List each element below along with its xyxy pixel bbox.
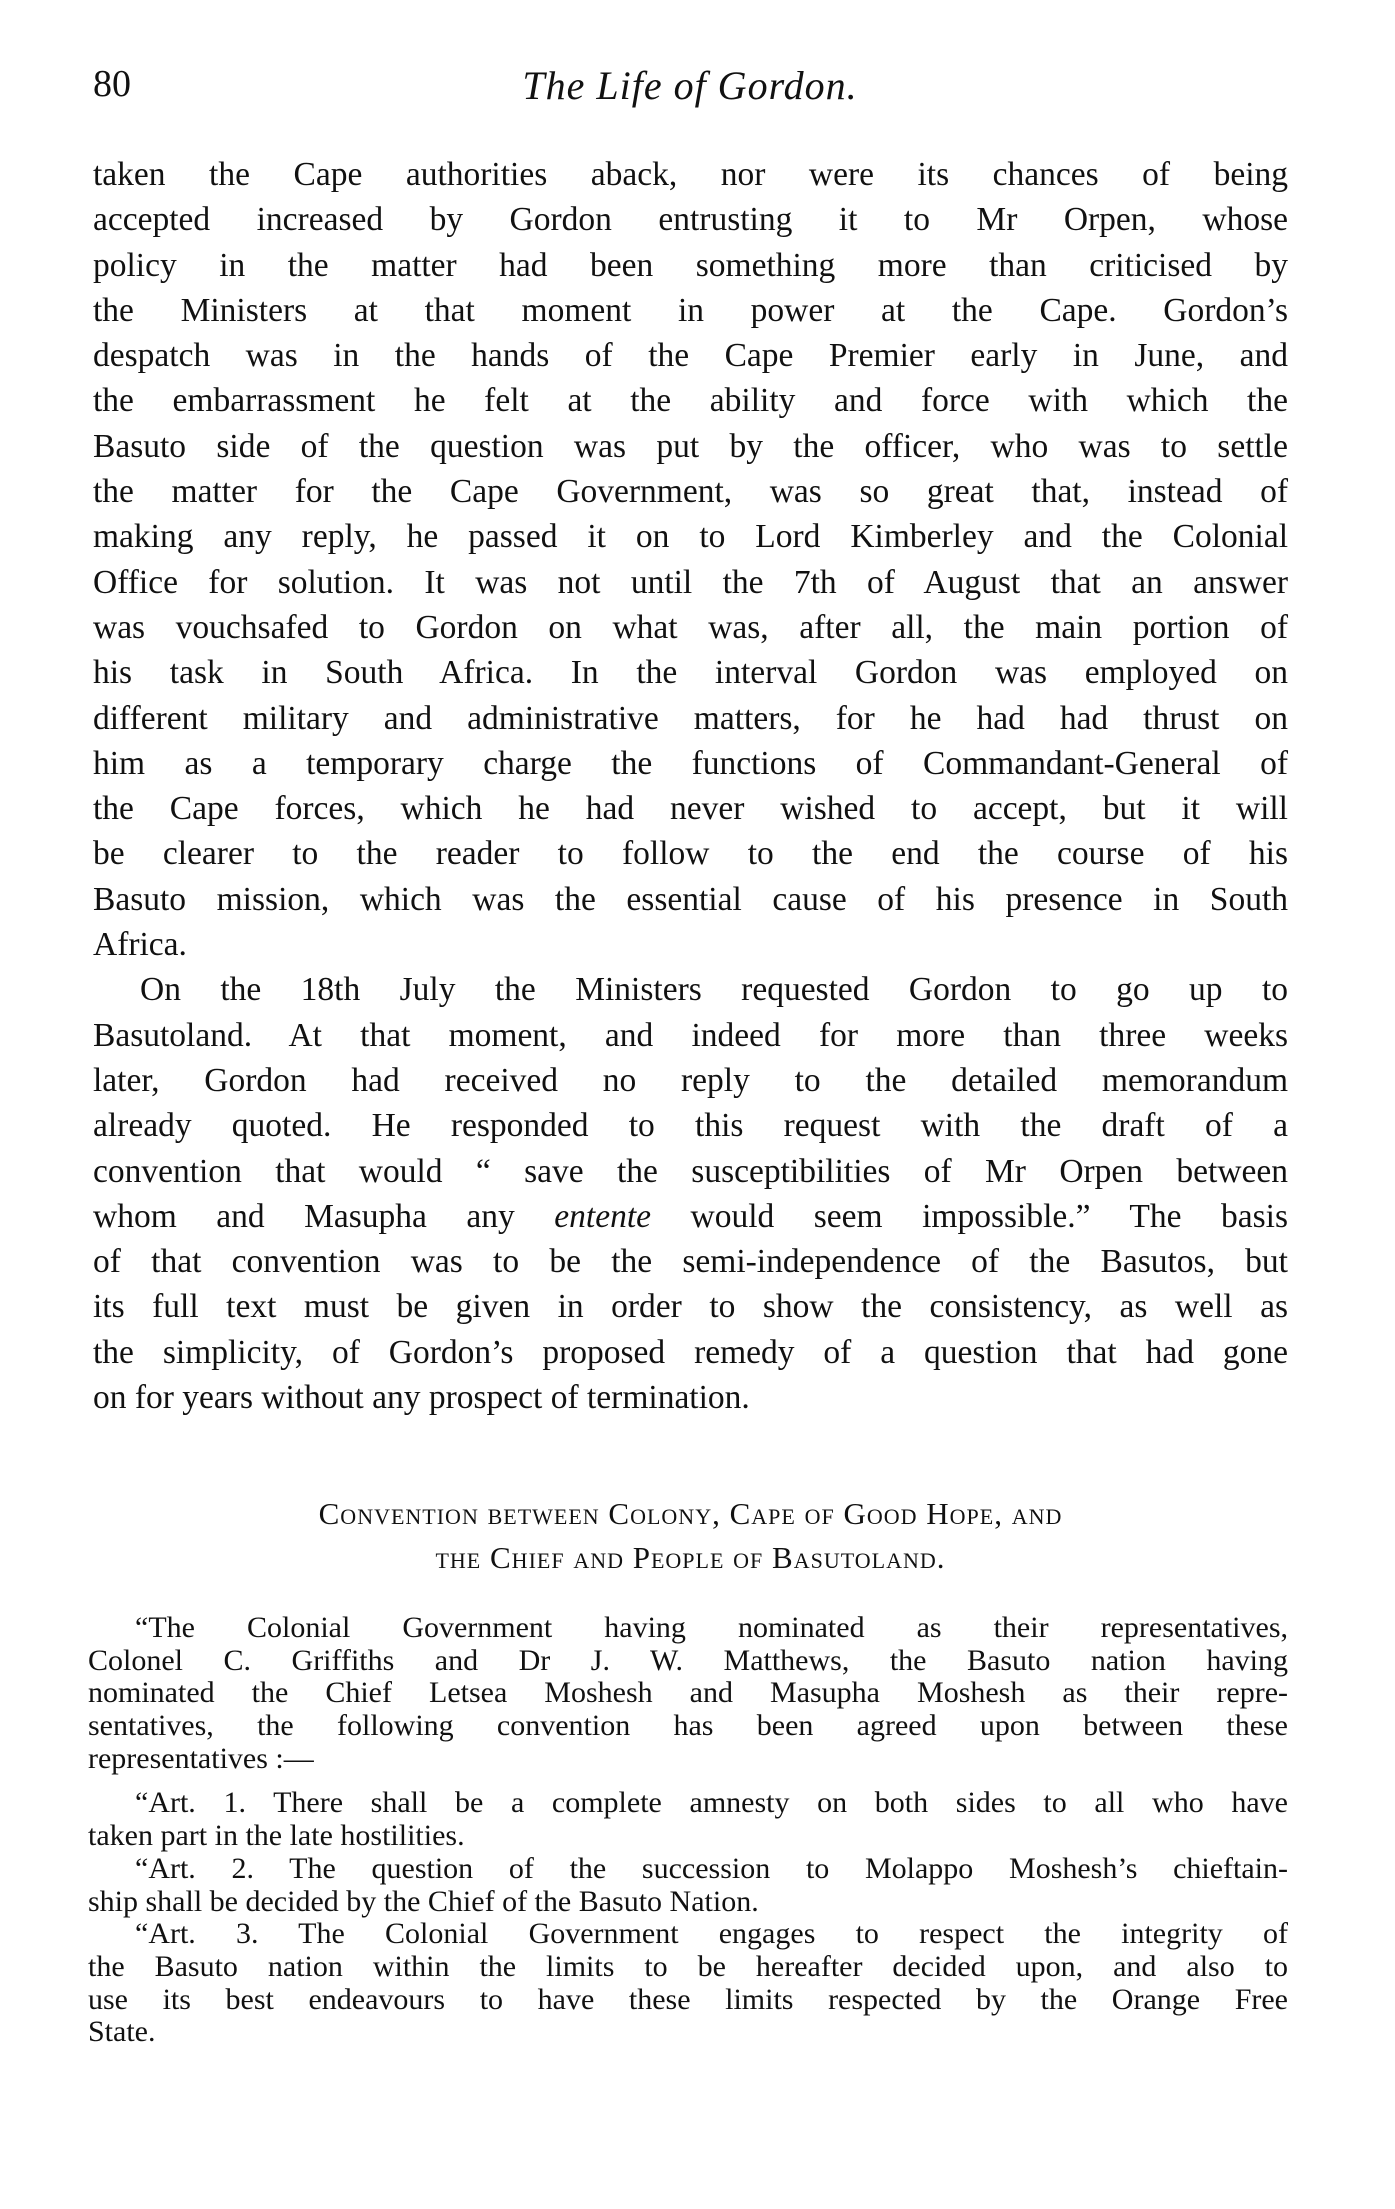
text-line: Africa. [93,926,187,964]
text-line: him as a temporary charge the functions of Commandant-General of [93,744,1288,782]
text-line: his task in South Africa. In the interval Gordon was employed on [93,654,1288,692]
quote-line: “Art. 1. There shall be a complete amnesty on both sides to all who have [135,1786,1288,1820]
text-line: the Cape forces, which he had never wished to accept, but it will [93,790,1288,828]
text-line: despatch was in the hands of the Cape Premier early in June, and [93,337,1288,375]
text-line: its full text must be given in order to show the consistency, as well as [93,1288,1288,1326]
quote-line: nominated the Chief Letsea Moshesh and Masupha Moshesh as their repre- [88,1676,1288,1710]
text-line: the Ministers at that moment in power at the Cape. Gordon’s [93,291,1288,329]
text-line: Basuto mission, which was the essential cause of his presence in South [93,880,1288,918]
text-line: the simplicity, of Gordon’s proposed remedy of a question that had gone [93,1333,1288,1371]
text-line: already quoted. He responded to this request with the draft of a [93,1107,1288,1145]
text-line: Basutoland. At that moment, and indeed for more than three weeks [93,1016,1288,1054]
text-line: on for years without any prospect of termination. [93,1379,750,1417]
text-line: later, Gordon had received no reply to the detailed memorandum [93,1061,1288,1099]
quote-line: taken part in the late hostilities. [88,1819,465,1853]
text-line: accepted increased by Gordon entrusting it to Mr Orpen, whose [93,201,1288,239]
text-line: convention that would “ save the susceptibilities of Mr Orpen between [93,1152,1288,1190]
running-header [93,62,1287,118]
text-line: making any reply, he passed it on to Lord Kimberley and the Colonial [93,518,1288,556]
heading-line: the Chief and People of Basutoland. [435,1540,946,1575]
quote-line: “The Colonial Government having nominated as their representatives, [135,1611,1288,1644]
convention-text [88,1612,1288,2049]
text-line: Office for solution. It was not until the 7th of August that an answer [93,563,1288,601]
text-line: whom and Masupha any entente would seem impossible.” The basis [93,1197,1288,1235]
text-line: of that convention was to be the semi-independence of the Basutos, but [93,1243,1288,1281]
text-line: be clearer to the reader to follow to the end the course of his [93,835,1288,873]
quote-line: State. [88,2015,156,2049]
text-line: different military and administrative matters, for he had had thrust on [93,699,1288,737]
running-title: The Life of Gordon. [522,63,858,108]
quote-line: “Art. 2. The question of the succession to Molappo Moshesh’s chieftain- [135,1851,1288,1885]
quote-line: ship shall be decided by the Chief of the Basuto Nation. [88,1884,759,1918]
quote-line: representatives :— [88,1741,314,1775]
text-line: was vouchsafed to Gordon on what was, after all, the main portion of [93,608,1288,646]
text-line: taken the Cape authorities aback, nor were its chances of being [93,156,1288,193]
text-line: On the 18th July the Ministers requested Gordon to go up to [140,971,1288,1009]
text-line: the matter for the Cape Government, was so great that, instead of [93,473,1288,511]
text-line: Basuto side of the question was put by the officer, who was to settle [93,427,1288,465]
body-text [93,152,1288,1420]
quote-line: sentatives, the following convention has been agreed upon between these [88,1709,1288,1743]
section-heading [93,1492,1288,1580]
quote-line: the Basuto nation within the limits to be hereafter decided upon, and also to [88,1949,1288,1983]
heading-line: Convention between Colony, Cape of Good Hope, and [318,1496,1063,1531]
text-line: the embarrassment he felt at the ability and force with which the [93,382,1288,420]
quote-line: “Art. 3. The Colonial Government engages to respect the integrity of [135,1917,1288,1951]
quote-line: Colonel C. Griffiths and Dr J. W. Matthews, the Basuto nation having [88,1643,1288,1677]
quote-line: use its best endeavours to have these limits respected by the Orange Free [88,1982,1288,2016]
text-line: policy in the matter had been something more than criticised by [93,246,1288,284]
page-number: 80 [93,63,131,105]
